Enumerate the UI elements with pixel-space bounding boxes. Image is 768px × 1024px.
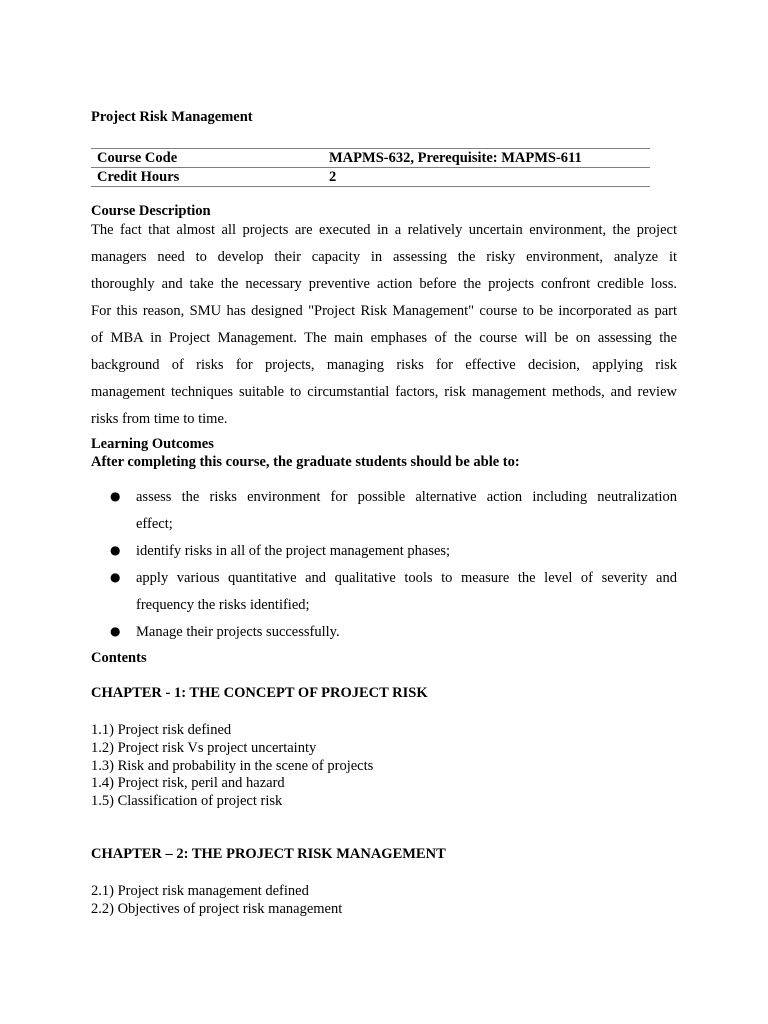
- bullet-icon: ●: [110, 489, 121, 503]
- chapter-1-item: 1.3) Risk and probability in the scene of projects: [91, 758, 374, 774]
- chapter-1-item: 1.4) Project risk, peril and hazard: [91, 775, 285, 791]
- chapter-1-item: 1.2) Project risk Vs project uncertainty: [91, 740, 317, 756]
- list-item: [136, 538, 677, 565]
- paragraph-line: risks from time to time.: [91, 411, 228, 427]
- list-item-line: Manage their projects successfully.: [136, 624, 340, 640]
- course-description-heading: Course Description: [91, 203, 211, 219]
- bullet-icon: ●: [110, 624, 121, 638]
- paragraph-line: For this reason, SMU has designed "Project Risk Management" course to be incorporated as part: [91, 303, 677, 319]
- paragraph-line: background of risks for projects, managing risks for effective decision, applying risk: [91, 357, 677, 373]
- learning-outcomes-heading: Learning Outcomes: [91, 436, 214, 452]
- list-item: [136, 484, 677, 538]
- list-item-line: frequency the risks identified;: [136, 597, 310, 613]
- course-info-table: [91, 148, 650, 187]
- document-title: Project Risk Management: [91, 109, 253, 125]
- list-item-line: assess the risks environment for possible alternative action including neutralization: [136, 489, 677, 505]
- chapter-2-item: 2.1) Project risk management defined: [91, 883, 309, 899]
- course-description-paragraph: [91, 217, 677, 433]
- chapter-2-title: CHAPTER – 2: THE PROJECT RISK MANAGEMENT: [91, 846, 446, 862]
- learning-outcomes-intro: After completing this course, the graduate students should be able to:: [91, 454, 520, 470]
- paragraph-line: of MBA in Project Management. The main emphases of the course will be on assessing the: [91, 330, 677, 346]
- credit-hours-label: Credit Hours: [91, 168, 323, 187]
- chapter-2-item: 2.2) Objectives of project risk management: [91, 901, 343, 917]
- list-item-line: effect;: [136, 516, 173, 532]
- table-row: [91, 149, 650, 168]
- course-code-label: Course Code: [91, 149, 323, 168]
- contents-heading: Contents: [91, 650, 147, 666]
- list-item-line: apply various quantitative and qualitative tools to measure the level of severity and: [136, 570, 677, 586]
- paragraph-line: thoroughly and take the necessary preventive action before the projects confront credible loss.: [91, 276, 677, 292]
- course-code-value: MAPMS-632, Prerequisite: MAPMS-611: [323, 149, 650, 168]
- paragraph-line: management techniques suitable to circumstantial factors, risk management methods, and review: [91, 384, 677, 400]
- chapter-1-title: CHAPTER - 1: THE CONCEPT OF PROJECT RISK: [91, 685, 428, 701]
- credit-hours-value: 2: [323, 168, 650, 187]
- paragraph-line: The fact that almost all projects are executed in a relatively uncertain environment, the project: [91, 222, 677, 238]
- chapter-1-item: 1.1) Project risk defined: [91, 722, 232, 738]
- paragraph-line: managers need to develop their capacity in assessing the risky environment, analyze it: [91, 249, 677, 265]
- bullet-icon: ●: [110, 543, 121, 557]
- table-row: [91, 168, 650, 187]
- list-item: [136, 619, 677, 646]
- bullet-icon: ●: [110, 570, 121, 584]
- list-item-line: identify risks in all of the project management phases;: [136, 543, 451, 559]
- chapter-1-item: 1.5) Classification of project risk: [91, 793, 283, 809]
- list-item: [136, 565, 677, 619]
